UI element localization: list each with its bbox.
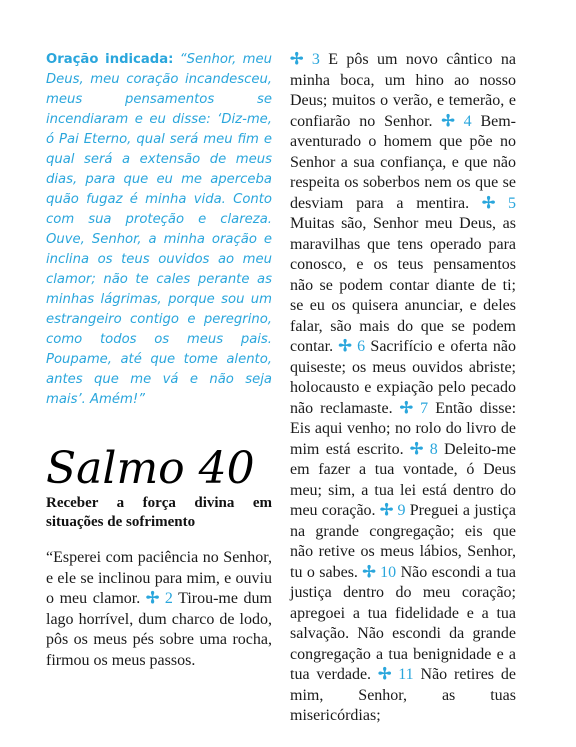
verse-7: Então disse: Eis aqui venho; no rolo do livro de mim está escrito.: [290, 399, 517, 458]
verse-cross-icon: ✢: [290, 51, 304, 68]
psalm-text-left: [46, 548, 272, 671]
verse-cross-icon: ✢: [379, 502, 394, 519]
verse-number: 10: [380, 563, 397, 581]
verse-cross-icon: ✢: [441, 112, 455, 130]
verse-number: 5: [508, 194, 517, 212]
right-column: [290, 50, 516, 727]
verse-number: 4: [463, 112, 472, 130]
verse-cross-icon: ✢: [377, 666, 392, 683]
verse-number: 3: [311, 51, 320, 68]
verse-cross-icon: ✢: [409, 440, 424, 458]
verse-8: Deleito-me em fazer a tua vontade, ó Deus meu; sim, a tua lei está dentro do meu coração.: [290, 440, 517, 519]
verse-cross-icon: ✢: [399, 399, 414, 417]
verse-number: 9: [397, 502, 406, 519]
verse-number: 6: [357, 338, 366, 355]
left-column: [46, 50, 272, 671]
prayer-lead: Oração indicada:: [46, 52, 174, 67]
verse-cross-icon: ✢: [338, 338, 352, 355]
verse-5: Muitas são, Senhor meu Deus, as maravilhas que tens operado para conosco, e os teus pensamentos não se podem contar diante de ti; se eu os quisera anunciar, e deles falar, são mais do que se podem contar.: [290, 215, 516, 355]
verse-number: 8: [429, 440, 438, 458]
psalm-text-right: [290, 50, 516, 727]
verse-number: 11: [398, 666, 414, 683]
verse-cross-icon: ✢: [481, 194, 496, 212]
verse-3: E pôs um novo cântico na minha boca, um hino ao nosso Deus; muitos o verão, e temerão, e confiarão no Senhor.: [290, 51, 516, 130]
indicated-prayer: [46, 50, 272, 410]
psalm-title: Salmo 40: [46, 443, 255, 494]
verse-9: Preguei a justiça na grande congregação; eis que não retive os meus lábios, Senhor, tu o sabes.: [290, 502, 517, 581]
psalm-subtitle: Receber a força divina em situações de sofrimento: [46, 495, 272, 530]
verse-1: “Esperei com paciência no Senhor, e ele se inclinou para mim, e ouviu o meu clamor.: [46, 549, 272, 607]
prayer-text: “Senhor, meu Deus, meu coração incandesceu, meus pensamentos se incendiaram e eu disse: ‘Diz-me, ó Pai Eterno, qual será meu fim e qual será a extensão de meus dias, para que eu me aperceba quão fugaz é minha vida. Conto com sua proteção e clareza. Ouve, Senhor, a minha oração e inclina os teus ouvidos ao meu clamor; não te cales perante as minhas lágrimas, porque sou um estrangeiro contigo e peregrino, como todos os meus pais. Poupame, até que tome alento, antes que me vá e não seja mais’. Amém!”: [46, 52, 272, 407]
verse-2: Tirou-me dum lago horrível, dum charco de lodo, pôs os meus pés sobre uma rocha, firmou os meus passos.: [46, 590, 273, 669]
verse-4: Bem-aventurado o homem que põe no Senhor a sua confiança, e que não respeita os soberbos nem os que se desviam para a mentira.: [290, 112, 517, 212]
verse-number: 7: [420, 399, 429, 417]
verse-cross-icon: ✢: [145, 590, 160, 607]
verse-cross-icon: ✢: [362, 563, 376, 581]
verse-11: Não retires de mim, Senhor, as tuas misericórdias;: [290, 666, 517, 724]
verse-10: Não escondi a tua justiça dentro do meu coração; apregoei a tua fidelidade e a tua salvação. Não escondi da grande congregação a tua benignidade e a tua verdade.: [290, 563, 516, 683]
verse-6: Sacrifício e oferta não quiseste; os meus ouvidos abriste; holocausto e expiação pelo pecado não reclamaste.: [290, 338, 517, 417]
verse-number: 2: [164, 590, 173, 607]
